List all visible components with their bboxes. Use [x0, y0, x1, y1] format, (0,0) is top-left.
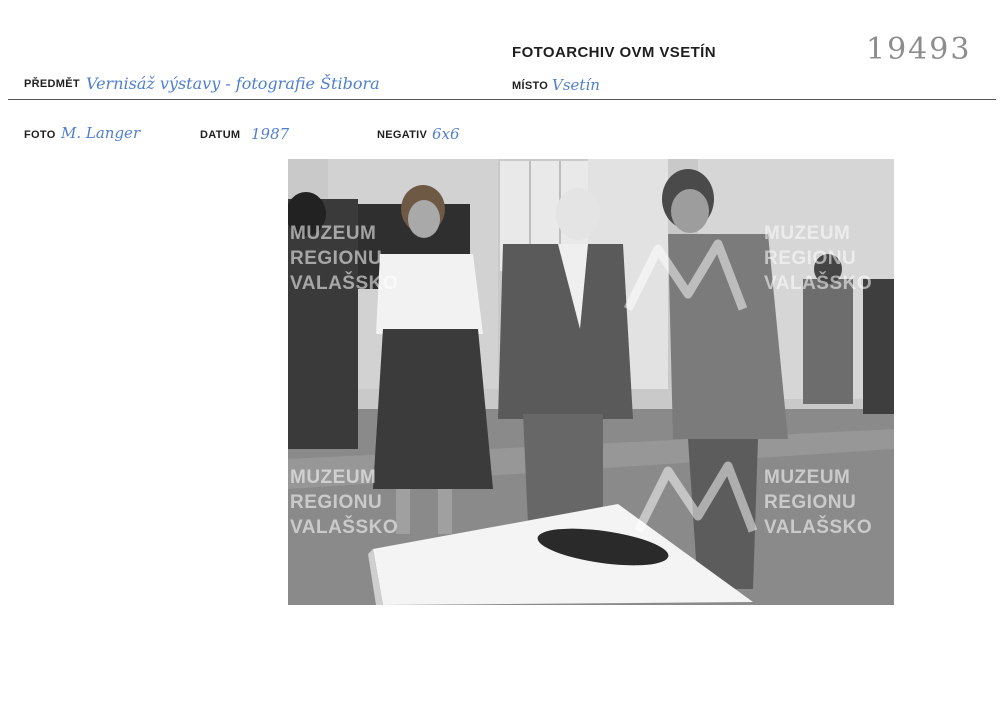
museum-logo-icon	[628, 451, 768, 541]
date-label: DATUM	[200, 129, 241, 141]
watermark-line: REGIONU	[290, 248, 383, 269]
watermark-line: MUZEUM	[764, 467, 851, 488]
watermark-bottom-left	[290, 465, 398, 540]
date-value: 1987	[251, 125, 290, 143]
watermark-bottom-right	[764, 465, 872, 540]
watermark-line: MUZEUM	[290, 467, 377, 488]
watermark-line: VALAŠSKO	[764, 517, 873, 538]
negative-label: NEGATIV	[377, 129, 428, 141]
watermark-line: VALAŠSKO	[290, 273, 399, 294]
watermark-line: REGIONU	[764, 492, 857, 513]
photographer-label: FOTO	[24, 129, 56, 141]
watermark-line: MUZEUM	[764, 223, 851, 244]
watermark-top-right	[764, 221, 872, 296]
header-divider	[8, 99, 996, 100]
place-value: Vsetín	[552, 76, 600, 94]
record-number-stamp: 19493	[866, 32, 972, 67]
subject-label: PŘEDMĚT	[24, 78, 80, 90]
watermark-top-left	[290, 221, 398, 296]
watermark-line: VALAŠSKO	[764, 273, 873, 294]
watermark-line: MUZEUM	[290, 223, 377, 244]
subject-value: Vernisáž výstavy - fotografie Štibora	[86, 74, 380, 93]
negative-value: 6x6	[432, 125, 460, 143]
watermark-line: REGIONU	[764, 248, 857, 269]
archive-photograph	[288, 159, 894, 605]
photographer-value: M. Langer	[61, 124, 141, 142]
archive-title: FOTOARCHIV OVM VSETÍN	[512, 44, 716, 61]
place-label: MÍSTO	[512, 80, 549, 92]
watermark-line: VALAŠSKO	[290, 517, 399, 538]
museum-logo-icon	[618, 229, 758, 319]
watermark-line: REGIONU	[290, 492, 383, 513]
